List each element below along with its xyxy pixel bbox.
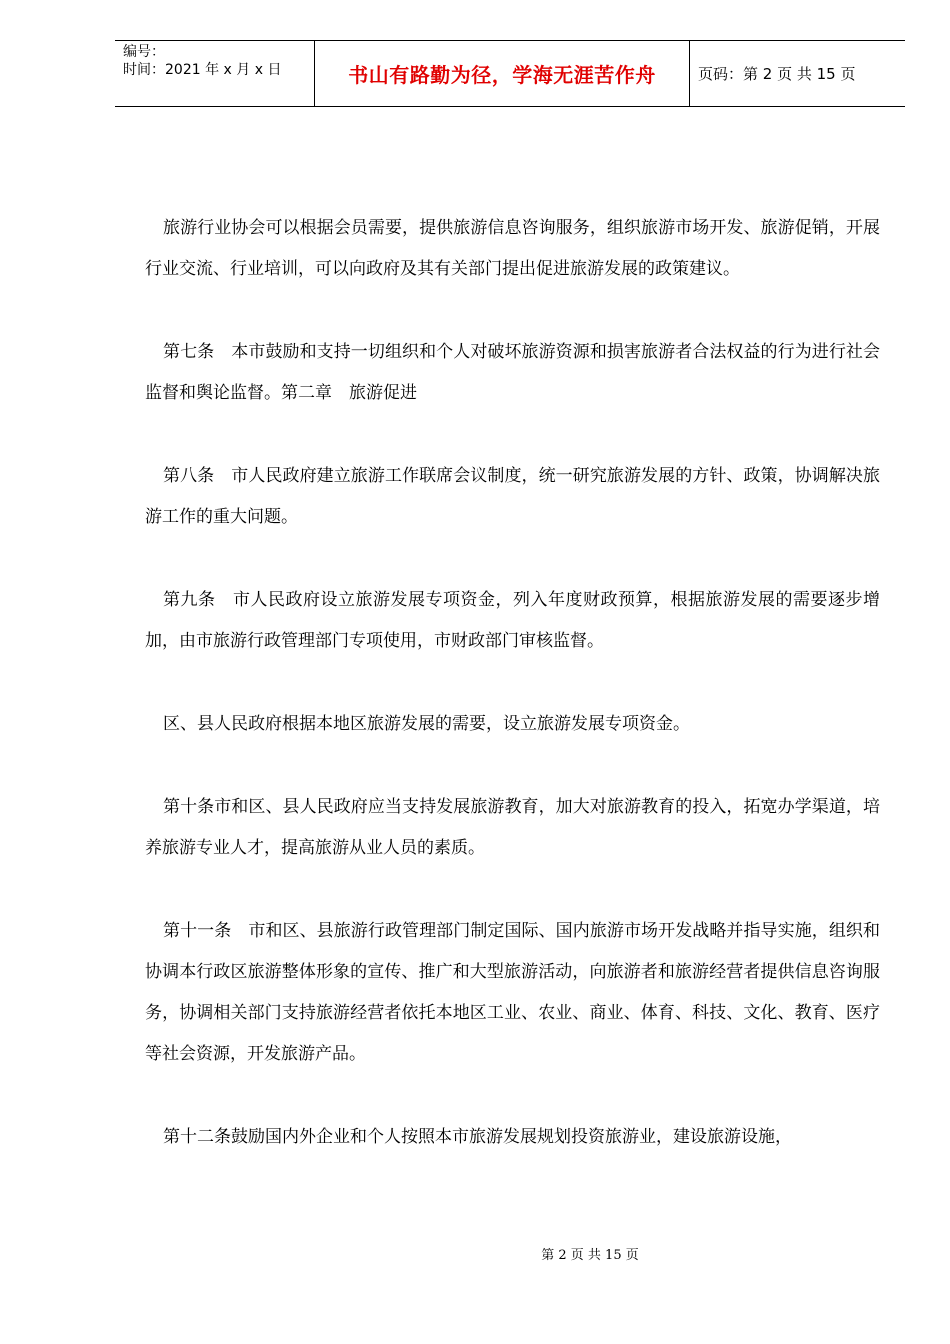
header-page-number: 页码：第 2 页 共 15 页 xyxy=(698,65,856,83)
header-meta xyxy=(115,41,315,106)
paragraph: 旅游行业协会可以根据会员需要，提供旅游信息咨询服务，组织旅游市场开发、旅游促销，开展行业交流、行业培训，可以向政府及其有关部门提出促进旅游发展的政策建议。 xyxy=(145,218,880,279)
page-header xyxy=(115,40,905,107)
paragraph: 第十条市和区、县人民政府应当支持发展旅游教育，加大对旅游教育的投入，拓宽办学渠道，培养旅游专业人才，提高旅游从业人员的素质。 xyxy=(145,797,880,858)
paragraph: 第十一条 市和区、县旅游行政管理部门制定国际、国内旅游市场开发战略并指导实施，组织和协调本行政区旅游整体形象的宣传、推广和大型旅游活动，向旅游者和旅游经营者提供信息咨询服务，协调相关部门支持旅游经营者依托本地区工业、农业、商业、体育、科技、文化、教育、医疗等社会资源，开发旅游产品。 xyxy=(145,921,880,1064)
paragraph: 第九条 市人民政府设立旅游发展专项资金，列入年度财政预算，根据旅游发展的需要逐步增加，由市旅游行政管理部门专项使用，市财政部门审核监督。 xyxy=(145,590,880,651)
paragraph: 第八条 市人民政府建立旅游工作联席会议制度，统一研究旅游发展的方针、政策，协调解决旅游工作的重大问题。 xyxy=(145,466,880,527)
paragraph: 区、县人民政府根据本地区旅游发展的需要，设立旅游发展专项资金。 xyxy=(163,714,690,734)
document-number-label: 编号： xyxy=(123,44,165,60)
page-footer: 第 2 页 共 15 页 xyxy=(541,1248,639,1263)
document-body xyxy=(145,208,880,1200)
document-date-label: 时间：2021 年 x 月 x 日 xyxy=(123,62,282,78)
header-motto: 书山有路勤为径，学海无涯苦作舟 xyxy=(315,41,690,106)
paragraph: 第七条 本市鼓励和支持一切组织和个人对破坏旅游资源和损害旅游者合法权益的行为进行社会监督和舆论监督。第二章 旅游促进 xyxy=(145,342,880,403)
paragraph: 第十二条鼓励国内外企业和个人按照本市旅游发展规划投资旅游业，建设旅游设施， xyxy=(163,1127,792,1147)
